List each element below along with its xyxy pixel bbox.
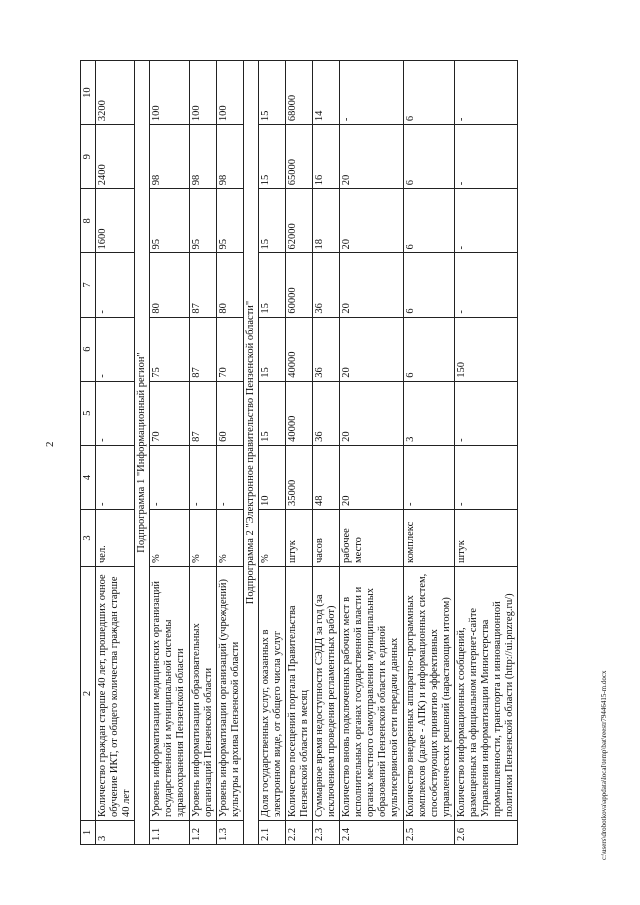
header-cell: 1 bbox=[81, 821, 96, 845]
indicator-name-cell: Количество посещений портала Правительства Пензенской области в месяц bbox=[285, 567, 312, 821]
value-cell: 35000 bbox=[285, 445, 312, 509]
value-cell: 150 bbox=[454, 317, 517, 381]
indicators-table bbox=[80, 60, 518, 845]
value-cell: 6 bbox=[403, 61, 454, 125]
value-cell: 15 bbox=[258, 317, 285, 381]
row-number-cell: 2.3 bbox=[313, 821, 340, 845]
value-cell: 3200 bbox=[96, 61, 135, 125]
value-cell: 6 bbox=[403, 253, 454, 317]
value-cell: 60000 bbox=[285, 253, 312, 317]
unit-cell: штук bbox=[454, 510, 517, 567]
value-cell: - bbox=[454, 189, 517, 253]
header-cell: 3 bbox=[81, 510, 96, 567]
value-cell: 68000 bbox=[285, 61, 312, 125]
indicator-name-cell: Количество информационных сообщений, размещенных на официальном интернет-сайте Управления информатизации Министерства промышленности, транспорта и инновационной политики Пензенской области (http://ui.pnzreg.ru/) bbox=[454, 567, 517, 821]
value-cell: 40000 bbox=[285, 317, 312, 381]
value-cell: 6 bbox=[403, 317, 454, 381]
header-row bbox=[81, 61, 96, 845]
value-cell: 87 bbox=[189, 381, 216, 445]
indicator-name-cell: Количество вновь подключенных рабочих мест в исполнительных органах государственной власти и органах местного самоуправления муниципальных образований Пензенской области к единой мультисервисной сети передачи данных bbox=[340, 567, 403, 821]
value-cell: 1600 bbox=[96, 189, 135, 253]
row-number-cell: 3 bbox=[96, 821, 135, 845]
value-cell: 98 bbox=[216, 125, 243, 189]
value-cell: 48 bbox=[313, 445, 340, 509]
header-cell: 4 bbox=[81, 445, 96, 509]
value-cell: - bbox=[403, 445, 454, 509]
header-cell: 7 bbox=[81, 253, 96, 317]
indicator-name-cell: Уровень информатизации организаций (учреждений) культуры и архива Пензенской области bbox=[216, 567, 243, 821]
value-cell: - bbox=[454, 125, 517, 189]
table-row bbox=[285, 61, 312, 845]
value-cell: 95 bbox=[216, 189, 243, 253]
value-cell: 100 bbox=[216, 61, 243, 125]
value-cell: - bbox=[454, 61, 517, 125]
value-cell: - bbox=[216, 445, 243, 509]
value-cell: - bbox=[340, 61, 403, 125]
indicator-name-cell: Уровень информатизации образовательных организаций Пензенской области bbox=[189, 567, 216, 821]
value-cell: 100 bbox=[189, 61, 216, 125]
value-cell: 36 bbox=[313, 381, 340, 445]
value-cell: - bbox=[96, 253, 135, 317]
indicator-name-cell: Количество граждан старше 40 лет, прошедших очное обучение ИКТ, от общего количества граждан старше 40 лет bbox=[96, 567, 135, 821]
value-cell: 20 bbox=[340, 381, 403, 445]
value-cell: - bbox=[150, 445, 189, 509]
value-cell: 98 bbox=[150, 125, 189, 189]
indicator-name-cell: Количество внедренных аппаратно-программных комплексов (далее - АПК) и информационных систем, способствующих принятию эффективных управленческих решений (нарастающим итогом) bbox=[403, 567, 454, 821]
value-cell: 95 bbox=[189, 189, 216, 253]
unit-cell: % bbox=[150, 510, 189, 567]
rotated-table-container bbox=[80, 60, 518, 845]
table-row bbox=[403, 61, 454, 845]
value-cell: 75 bbox=[150, 317, 189, 381]
table-row bbox=[150, 61, 189, 845]
header-cell: 9 bbox=[81, 125, 96, 189]
value-cell: 15 bbox=[258, 381, 285, 445]
value-cell: 70 bbox=[216, 317, 243, 381]
table-row bbox=[189, 61, 216, 845]
row-number-cell: 1.1 bbox=[150, 821, 189, 845]
header-cell: 5 bbox=[81, 381, 96, 445]
value-cell: - bbox=[454, 253, 517, 317]
value-cell: - bbox=[96, 445, 135, 509]
table-row bbox=[96, 61, 135, 845]
value-cell: 20 bbox=[340, 317, 403, 381]
row-number-cell: 2.6 bbox=[454, 821, 517, 845]
value-cell: 15 bbox=[258, 253, 285, 317]
value-cell: - bbox=[189, 445, 216, 509]
row-number-cell: 1.2 bbox=[189, 821, 216, 845]
value-cell: 2400 bbox=[96, 125, 135, 189]
value-cell: 87 bbox=[189, 317, 216, 381]
unit-cell: часов bbox=[313, 510, 340, 567]
value-cell: 15 bbox=[258, 125, 285, 189]
row-number-cell: 2.2 bbox=[285, 821, 312, 845]
value-cell: - bbox=[96, 317, 135, 381]
header-cell: 10 bbox=[81, 61, 96, 125]
table-body bbox=[81, 61, 518, 845]
row-number-cell: 2.5 bbox=[403, 821, 454, 845]
value-cell: 20 bbox=[340, 445, 403, 509]
subprogram-row bbox=[135, 61, 150, 845]
value-cell: 15 bbox=[258, 189, 285, 253]
value-cell: 80 bbox=[150, 253, 189, 317]
value-cell: 36 bbox=[313, 253, 340, 317]
unit-cell: рабочее место bbox=[340, 510, 403, 567]
value-cell: 60 bbox=[216, 381, 243, 445]
value-cell: 20 bbox=[340, 125, 403, 189]
table-row bbox=[258, 61, 285, 845]
unit-cell: чел. bbox=[96, 510, 135, 567]
unit-cell: % bbox=[258, 510, 285, 567]
indicator-name-cell: Суммарное время недоступности СЭДД за год (за исключением проведения регламентных работ) bbox=[313, 567, 340, 821]
value-cell: 6 bbox=[403, 125, 454, 189]
page-number: 2 bbox=[44, 441, 56, 447]
unit-cell: штук bbox=[285, 510, 312, 567]
subprogram-title: Подпрограмма 2 "Электронное правительство Пензенской области" bbox=[243, 61, 258, 845]
value-cell: - bbox=[454, 445, 517, 509]
unit-cell: % bbox=[189, 510, 216, 567]
indicator-name-cell: Доля государственных услуг, оказанных в электронном виде, от общего числа услуг bbox=[258, 567, 285, 821]
value-cell: 70 bbox=[150, 381, 189, 445]
value-cell: 62000 bbox=[285, 189, 312, 253]
unit-cell: комплекс bbox=[403, 510, 454, 567]
value-cell: 6 bbox=[403, 189, 454, 253]
value-cell: 18 bbox=[313, 189, 340, 253]
value-cell: 95 bbox=[150, 189, 189, 253]
value-cell: - bbox=[96, 381, 135, 445]
value-cell: 98 bbox=[189, 125, 216, 189]
value-cell: 36 bbox=[313, 317, 340, 381]
header-cell: 6 bbox=[81, 317, 96, 381]
subprogram-row bbox=[243, 61, 258, 845]
value-cell: 14 bbox=[313, 61, 340, 125]
table-row bbox=[454, 61, 517, 845]
header-cell: 8 bbox=[81, 189, 96, 253]
value-cell: 16 bbox=[313, 125, 340, 189]
indicator-name-cell: Уровень информатизации медицинских организаций государственной и муниципальной системы здравоохранения Пензенской области bbox=[150, 567, 189, 821]
value-cell: 3 bbox=[403, 381, 454, 445]
value-cell: 100 bbox=[150, 61, 189, 125]
row-number-cell: 1.3 bbox=[216, 821, 243, 845]
value-cell: 80 bbox=[216, 253, 243, 317]
value-cell: - bbox=[454, 381, 517, 445]
value-cell: 15 bbox=[258, 61, 285, 125]
footer-file-path: c:\users\drobotkova\appdata\local\temp\bat\reestr79446415-m.docx bbox=[600, 670, 608, 860]
header-cell: 2 bbox=[81, 567, 96, 821]
unit-cell: % bbox=[216, 510, 243, 567]
subprogram-title: Подпрограмма 1 "Информационный регион" bbox=[135, 61, 150, 845]
row-number-cell: 2.4 bbox=[340, 821, 403, 845]
value-cell: 20 bbox=[340, 189, 403, 253]
value-cell: 20 bbox=[340, 253, 403, 317]
table-row bbox=[313, 61, 340, 845]
row-number-cell: 2.1 bbox=[258, 821, 285, 845]
value-cell: 10 bbox=[258, 445, 285, 509]
value-cell: 40000 bbox=[285, 381, 312, 445]
value-cell: 87 bbox=[189, 253, 216, 317]
table-row bbox=[340, 61, 403, 845]
table-row bbox=[216, 61, 243, 845]
value-cell: 65000 bbox=[285, 125, 312, 189]
